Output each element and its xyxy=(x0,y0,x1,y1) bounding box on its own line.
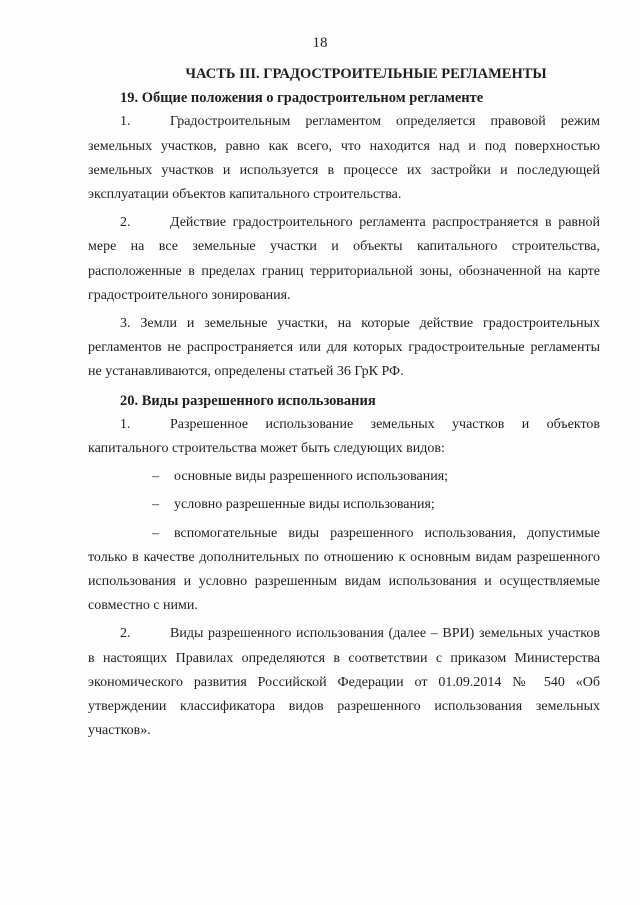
list-item-text: основные виды разрешенного использования; xyxy=(174,469,449,485)
section-20-paragraph-1 xyxy=(88,413,600,461)
list-item-text: вспомогательные виды разрешенного использования, допустимые только в качестве дополнительных по отношению к основным видам разрешенного использования и условно разрешенным видам использования и осуществляемые совместно с ними. xyxy=(88,525,600,614)
section-20-title: 20. Виды разрешенного использования xyxy=(120,392,376,409)
section-19-title: 19. Общие положения о градостроительном регламенте xyxy=(120,90,484,107)
section-19-paragraph-2 xyxy=(88,211,600,308)
dash-marker: – xyxy=(152,525,159,541)
paragraph-text: Градостроительным регламентом определяется правовой режим земельных участков, равно как всего, что находится над и под поверхностью земельных участков и используется в процессе их застройки и последующей эксплуатации объектов капитального строительства. xyxy=(88,114,600,203)
section-20-paragraph-2 xyxy=(88,622,600,743)
dash-marker: – xyxy=(152,469,159,485)
paragraph-text: Виды разрешенного использования (далее – ВРИ) земельных участков в настоящих Правилах определяются в соответствии с приказом Министерства экономического развития Российской Федерации от 01.09.2014 № 540 «Об утверждении классификатора видов разрешенного использования земельных участков». xyxy=(88,626,600,739)
section-19-paragraph-3 xyxy=(88,312,600,385)
paragraph-number: 2. xyxy=(120,626,131,642)
paragraph-number: 1. xyxy=(120,114,131,130)
paragraph-number: 1. xyxy=(120,416,131,432)
section-19-paragraph-1 xyxy=(88,110,600,207)
page-content xyxy=(88,62,600,747)
page-number: 18 xyxy=(312,35,328,51)
list-item-conditional-uses xyxy=(88,493,600,517)
paragraph-number: 2. xyxy=(120,215,131,231)
part-title: ЧАСТЬ III. ГРАДОСТРОИТЕЛЬНЫЕ РЕГЛАМЕНТЫ xyxy=(185,66,547,82)
paragraph-text: 3. Земли и земельные участки, на которые действие градостроительных регламентов не распространяется или для которых градостроительные регламенты не устанавливаются, определены статьей 36 ГрК РФ. xyxy=(88,316,600,380)
dash-marker: – xyxy=(152,497,159,513)
paragraph-text: Разрешенное использование земельных участков и объектов капитального строительства может быть следующих видов: xyxy=(88,416,600,457)
list-item-main-uses xyxy=(88,465,600,489)
paragraph-text: Действие градостроительного регламента распространяется в равной мере на все земельные участки и объекты капитального строительства, расположенные в пределах границ территориальной зоны, обозначенной на карте градостроительного зонирования. xyxy=(88,215,600,303)
list-item-text: условно разрешенные виды использования; xyxy=(174,497,435,513)
list-item-auxiliary-uses xyxy=(88,522,600,619)
